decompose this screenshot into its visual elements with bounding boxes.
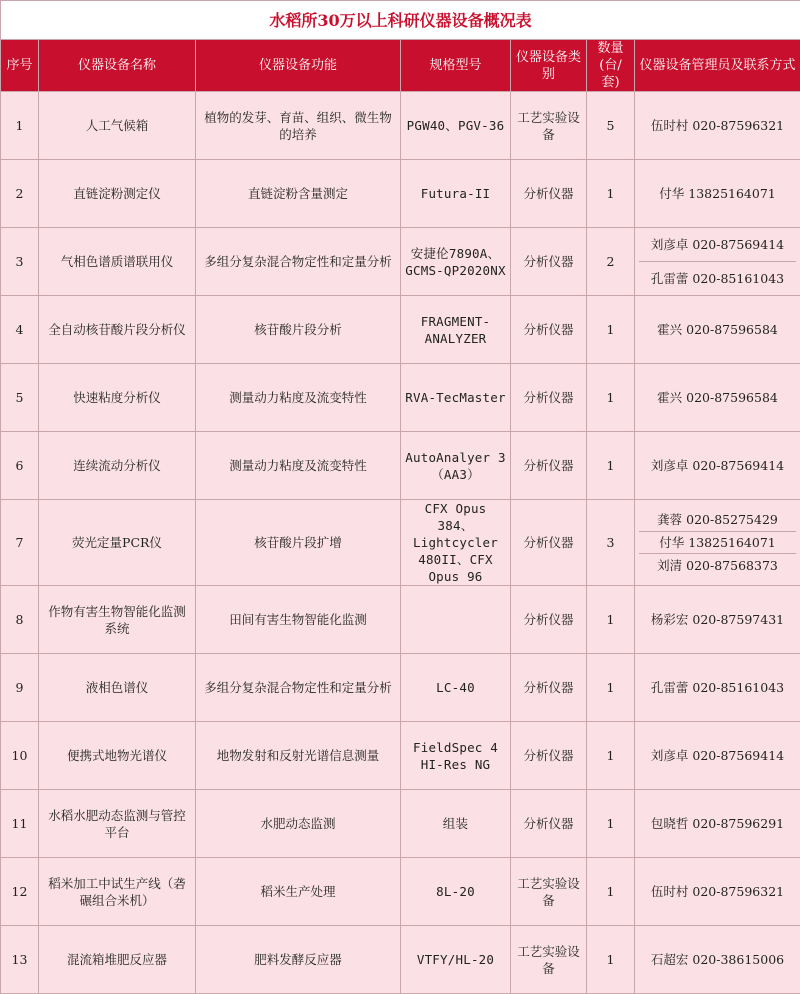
header-no: 序号	[1, 40, 39, 92]
header-row	[1, 40, 800, 92]
table-row	[1, 790, 800, 858]
cell-no: 7	[1, 500, 39, 586]
cell-model: Futura-II	[401, 160, 511, 228]
cell-function: 地物发射和反射光谱信息测量	[196, 722, 401, 790]
cell-category: 分析仪器	[511, 160, 587, 228]
cell-category: 工艺实验设备	[511, 926, 587, 994]
manager-contact: 包晓哲 020-87596291	[651, 790, 784, 857]
cell-no: 12	[1, 858, 39, 926]
cell-name: 混流箱堆肥反应器	[39, 926, 196, 994]
cell-name: 水稻水肥动态监测与管控平台	[39, 790, 196, 858]
cell-function: 田间有害生物智能化监测	[196, 586, 401, 654]
table-row	[1, 722, 800, 790]
cell-function: 肥料发酵反应器	[196, 926, 401, 994]
cell-category: 分析仪器	[511, 432, 587, 500]
manager-contact: 伍时村 020-87596321	[651, 858, 784, 925]
cell-category: 分析仪器	[511, 296, 587, 364]
header-model: 规格型号	[401, 40, 511, 92]
cell-name: 稻米加工中试生产线（砻碾组合米机）	[39, 858, 196, 926]
cell-model: VTFY/HL-20	[401, 926, 511, 994]
cell-manager	[635, 92, 800, 160]
cell-no: 6	[1, 432, 39, 500]
cell-category: 分析仪器	[511, 722, 587, 790]
cell-qty: 1	[587, 858, 635, 926]
table-row	[1, 228, 800, 296]
cell-qty: 1	[587, 432, 635, 500]
cell-no: 4	[1, 296, 39, 364]
cell-qty: 5	[587, 92, 635, 160]
cell-model: 组装	[401, 790, 511, 858]
cell-model: PGW40、PGV-36	[401, 92, 511, 160]
table-row	[1, 432, 800, 500]
manager-contact: 付华 13825164071	[659, 160, 775, 227]
cell-name: 连续流动分析仪	[39, 432, 196, 500]
cell-model: FieldSpec 4 HI-Res NG	[401, 722, 511, 790]
cell-qty: 1	[587, 926, 635, 994]
cell-no: 10	[1, 722, 39, 790]
cell-name: 作物有害生物智能化监测系统	[39, 586, 196, 654]
cell-no: 5	[1, 364, 39, 432]
cell-function: 测量动力粘度及流变特性	[196, 364, 401, 432]
cell-category: 分析仪器	[511, 364, 587, 432]
cell-manager	[635, 586, 800, 654]
cell-function: 稻米生产处理	[196, 858, 401, 926]
cell-model: FRAGMENT-ANALYZER	[401, 296, 511, 364]
cell-no: 13	[1, 926, 39, 994]
cell-qty: 1	[587, 364, 635, 432]
cell-qty: 1	[587, 654, 635, 722]
cell-no: 8	[1, 586, 39, 654]
manager-contact: 杨彩宏 020-87597431	[651, 586, 784, 653]
cell-no: 9	[1, 654, 39, 722]
cell-model: 8L-20	[401, 858, 511, 926]
cell-category: 分析仪器	[511, 790, 587, 858]
cell-category: 分析仪器	[511, 228, 587, 296]
cell-model: 安捷伦7890A、GCMS-QP2020NX	[401, 228, 511, 296]
cell-function: 植物的发芽、育苗、组织、微生物的培养	[196, 92, 401, 160]
manager-contact: 孔雷蕾 020-85161043	[639, 261, 796, 295]
manager-contact: 付华 13825164071	[639, 531, 796, 554]
cell-manager	[635, 228, 800, 296]
table-row	[1, 858, 800, 926]
cell-model	[401, 586, 511, 654]
cell-manager	[635, 722, 800, 790]
cell-name: 气相色谱质谱联用仪	[39, 228, 196, 296]
cell-name: 快速粘度分析仪	[39, 364, 196, 432]
cell-no: 3	[1, 228, 39, 296]
cell-manager	[635, 858, 800, 926]
header-function: 仪器设备功能	[196, 40, 401, 92]
cell-model: CFX Opus 384、Lightcycler 480II、CFX Opus 96	[401, 500, 511, 586]
cell-function: 直链淀粉含量测定	[196, 160, 401, 228]
cell-function: 多组分复杂混合物定性和定量分析	[196, 654, 401, 722]
table-row	[1, 654, 800, 722]
table-row	[1, 364, 800, 432]
table-row	[1, 296, 800, 364]
cell-category: 分析仪器	[511, 586, 587, 654]
manager-contact: 刘彦卓 020-87569414	[639, 228, 796, 261]
header-qty: 数量(台/套)	[587, 40, 635, 92]
manager-contact: 石超宏 020-38615006	[651, 926, 784, 993]
cell-manager	[635, 296, 800, 364]
table-title: 水稻所30万以上科研仪器设备概况表	[1, 1, 800, 40]
table-row	[1, 160, 800, 228]
cell-name: 便携式地物光谱仪	[39, 722, 196, 790]
cell-qty: 1	[587, 722, 635, 790]
header-manager: 仪器设备管理员及联系方式	[635, 40, 800, 92]
table-row	[1, 586, 800, 654]
manager-contact: 刘彦卓 020-87569414	[651, 432, 784, 499]
cell-function: 测量动力粘度及流变特性	[196, 432, 401, 500]
manager-contact: 霍兴 020-87596584	[657, 364, 778, 431]
cell-category: 分析仪器	[511, 654, 587, 722]
cell-qty: 1	[587, 790, 635, 858]
cell-function: 核苷酸片段分析	[196, 296, 401, 364]
manager-contact: 刘彦卓 020-87569414	[651, 722, 784, 789]
cell-qty: 3	[587, 500, 635, 586]
manager-contact: 龚蓉 020-85275429	[639, 509, 796, 531]
cell-function: 多组分复杂混合物定性和定量分析	[196, 228, 401, 296]
header-category: 仪器设备类别	[511, 40, 587, 92]
cell-function: 水肥动态监测	[196, 790, 401, 858]
table-row	[1, 92, 800, 160]
cell-manager	[635, 654, 800, 722]
cell-no: 11	[1, 790, 39, 858]
cell-name: 直链淀粉测定仪	[39, 160, 196, 228]
cell-no: 2	[1, 160, 39, 228]
table-body	[1, 92, 800, 994]
table-row	[1, 926, 800, 994]
cell-no: 1	[1, 92, 39, 160]
cell-model: AutoAnalyer 3（AA3）	[401, 432, 511, 500]
cell-name: 全自动核苷酸片段分析仪	[39, 296, 196, 364]
cell-qty: 1	[587, 586, 635, 654]
cell-manager	[635, 364, 800, 432]
cell-manager	[635, 432, 800, 500]
cell-manager	[635, 790, 800, 858]
cell-qty: 2	[587, 228, 635, 296]
table-row	[1, 500, 800, 586]
cell-category: 工艺实验设备	[511, 92, 587, 160]
cell-category: 分析仪器	[511, 500, 587, 586]
header-name: 仪器设备名称	[39, 40, 196, 92]
cell-model: LC-40	[401, 654, 511, 722]
cell-function: 核苷酸片段扩增	[196, 500, 401, 586]
cell-qty: 1	[587, 160, 635, 228]
manager-contact: 伍时村 020-87596321	[651, 92, 784, 159]
cell-name: 荧光定量PCR仪	[39, 500, 196, 586]
cell-manager	[635, 500, 800, 586]
manager-contact: 刘清 020-87568373	[639, 553, 796, 576]
cell-manager	[635, 926, 800, 994]
cell-name: 人工气候箱	[39, 92, 196, 160]
manager-contact: 孔雷蕾 020-85161043	[651, 654, 784, 721]
manager-contact: 霍兴 020-87596584	[657, 296, 778, 363]
cell-name: 液相色谱仪	[39, 654, 196, 722]
cell-qty: 1	[587, 296, 635, 364]
cell-model: RVA-TecMaster	[401, 364, 511, 432]
cell-manager	[635, 160, 800, 228]
cell-category: 工艺实验设备	[511, 858, 587, 926]
